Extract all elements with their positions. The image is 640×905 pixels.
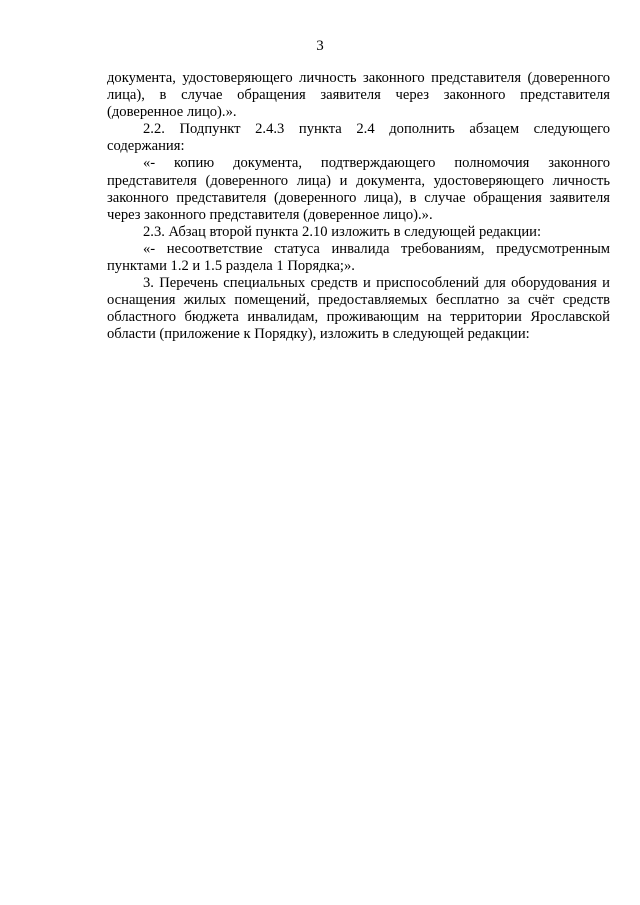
paragraph-3: 3. Перечень специальных средств и приспособлений для оборудования и оснащения жилых помещений, предоставляемых бесплатно за счёт средств областного бюджета инвалидам, проживающим на территории Ярославской области (приложение к Порядку), изложить в следующей редакции: bbox=[107, 275, 610, 343]
paragraph-2-3-quote: «- несоответствие статуса инвалида требованиям, предусмотренным пунктами 1.2 и 1.5 раздела 1 Порядка;». bbox=[107, 240, 610, 275]
paragraph-continuation: документа, удостоверяющего личность законного представителя (доверенного лица), в случае обращения заявителя через законного представителя (доверенное лицо).». bbox=[107, 70, 610, 121]
paragraph-2-2-quote: «- копию документа, подтверждающего полномочия законного представителя (доверенного лица) и документа, удостоверяющего личность законного представителя (доверенного лица), в случае обращения заявителя через законного представителя (доверенное лицо).». bbox=[107, 155, 610, 223]
page-number: 3 bbox=[316, 38, 324, 54]
paragraph-2-3: 2.3. Абзац второй пункта 2.10 изложить в следующей редакции: bbox=[143, 223, 542, 240]
document-body bbox=[107, 70, 610, 344]
paragraph-2-2: 2.2. Подпункт 2.4.3 пункта 2.4 дополнить абзацем следующего содержания: bbox=[107, 121, 610, 155]
